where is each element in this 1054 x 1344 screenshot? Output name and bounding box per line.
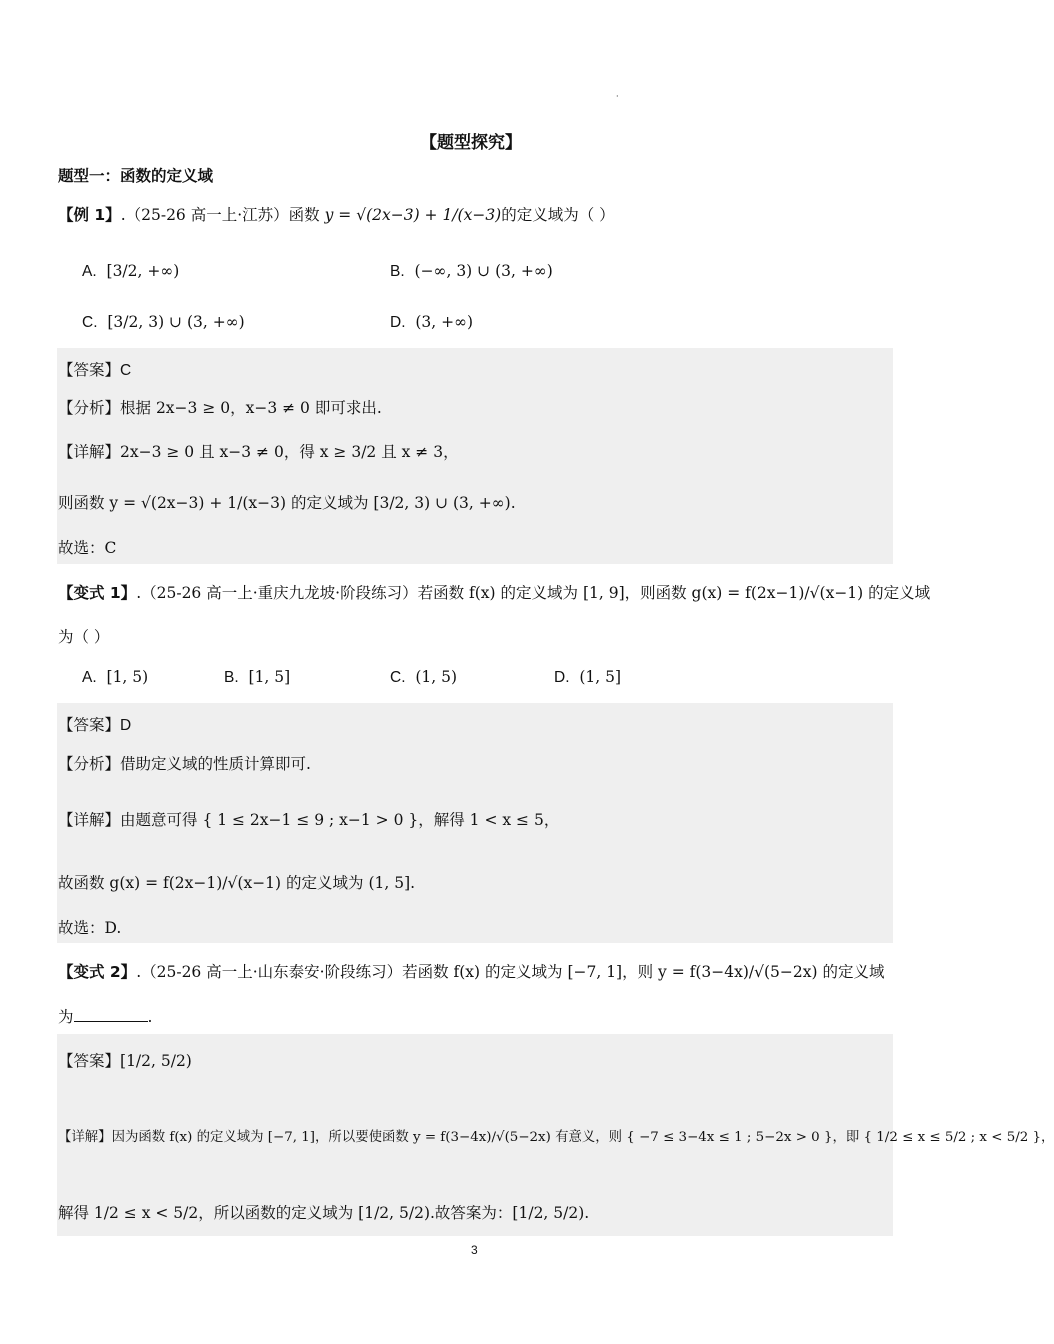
ex1-option-c-text: [3/2, 3) ∪ (3, +∞)	[107, 313, 245, 331]
ex1-option-d-text: (3, +∞)	[415, 313, 474, 331]
ex1-answer: 【答案】C	[58, 361, 132, 379]
var1-stem	[58, 581, 930, 603]
var2-answer-value: [1/2, 5/2)	[120, 1052, 192, 1070]
ex1-option-a: A. [3/2, +∞)	[82, 262, 180, 280]
header-dot: ·	[616, 92, 619, 101]
ex1-option-c: C. [3/2, 3) ∪ (3, +∞)	[82, 313, 245, 331]
ex1-stem-b: 的定义域为（ ）	[501, 206, 615, 224]
var1-option-b: B. [1, 5]	[224, 668, 291, 686]
answer-blank[interactable]	[74, 1007, 148, 1022]
ex1-option-d: D. (3, +∞)	[390, 313, 474, 331]
ex1-option-b: B. (−∞, 3) ∪ (3, +∞)	[390, 262, 553, 280]
ex1-stem-a: 函数	[288, 206, 325, 224]
var2-answer: 【答案】[1/2, 5/2)	[58, 1052, 192, 1070]
ex1-source: .（25-26 高一上·江苏）	[120, 206, 289, 224]
var1-stem-text: 若函数 f(x) 的定义域为 [1, 9]，则函数 g(x) = f(2x−1)/√(x−1) 的定义域	[417, 584, 931, 602]
ex1-option-a-text: [3/2, +∞)	[106, 262, 180, 280]
var1-detail-2: 故函数 g(x) = f(2x−1)/√(x−1) 的定义域为 (1, 5].	[58, 874, 416, 892]
ex1-analysis: 【分析】根据 2x−3 ≥ 0，x−3 ≠ 0 即可求出.	[58, 399, 382, 417]
var1-stem-2: 为（ ）	[58, 628, 110, 646]
page-title: 【题型探究】	[420, 133, 522, 153]
ex1-tag: 【例 1】	[58, 206, 121, 224]
ex1-stem	[58, 203, 615, 225]
var2-source: .（25-26 高一上·山东泰安·阶段练习）	[136, 963, 403, 981]
var2-tag: 【变式 2】	[58, 963, 137, 981]
var1-tag: 【变式 1】	[58, 584, 137, 602]
var1-answer: 【答案】D	[58, 716, 132, 734]
page-number: 3	[471, 1243, 478, 1257]
var2-stem-2: 为 .	[58, 1008, 153, 1026]
section-title: 题型一：函数的定义域	[58, 167, 214, 185]
var1-option-c: C. (1, 5)	[390, 668, 458, 686]
var2-stem	[58, 960, 885, 982]
ex1-option-b-text: (−∞, 3) ∪ (3, +∞)	[414, 262, 553, 280]
var1-source: .（25-26 高一上·重庆九龙坡·阶段练习）	[136, 584, 418, 602]
ex1-detail-2: 则函数 y = √(2x−3) + 1/(x−3) 的定义域为 [3/2, 3) ∪ (3, +∞).	[58, 494, 516, 512]
ex1-function: y = √(2x−3) + 1/(x−3)	[324, 206, 502, 224]
var1-option-d: D. (1, 5]	[554, 668, 622, 686]
var1-analysis: 【分析】借助定义域的性质计算即可.	[58, 755, 311, 773]
ex1-detail-1: 【详解】2x−3 ≥ 0 且 x−3 ≠ 0，得 x ≥ 3/2 且 x ≠ 3，	[58, 443, 459, 461]
var1-detail-1: 【详解】由题意可得 { 1 ≤ 2x−1 ≤ 9 ; x−1 > 0 }，解得 1 < x ≤ 5，	[58, 811, 560, 829]
var2-detail-1: 【详解】因为函数 f(x) 的定义域为 [−7, 1]，所以要使函数 y = f(3−4x)/√(5−2x) 有意义，则 { −7 ≤ 3−4x ≤ 1 ; 5−2x > 0 }，即 { 1/2 ≤ x ≤ 5/2 ; x < 5/2 }，	[58, 1130, 1054, 1145]
var2-stem-text: 若函数 f(x) 的定义域为 [−7, 1]，则 y = f(3−4x)/√(5−2x) 的定义域	[402, 963, 885, 981]
ex1-choose: 故选：C	[58, 539, 117, 557]
var2-detail-2: 解得 1/2 ≤ x < 5/2，所以函数的定义域为 [1/2, 5/2).故答案为：[1/2, 5/2).	[58, 1204, 590, 1222]
var1-option-a: A. [1, 5)	[82, 668, 149, 686]
var1-choose: 故选：D.	[58, 919, 122, 937]
